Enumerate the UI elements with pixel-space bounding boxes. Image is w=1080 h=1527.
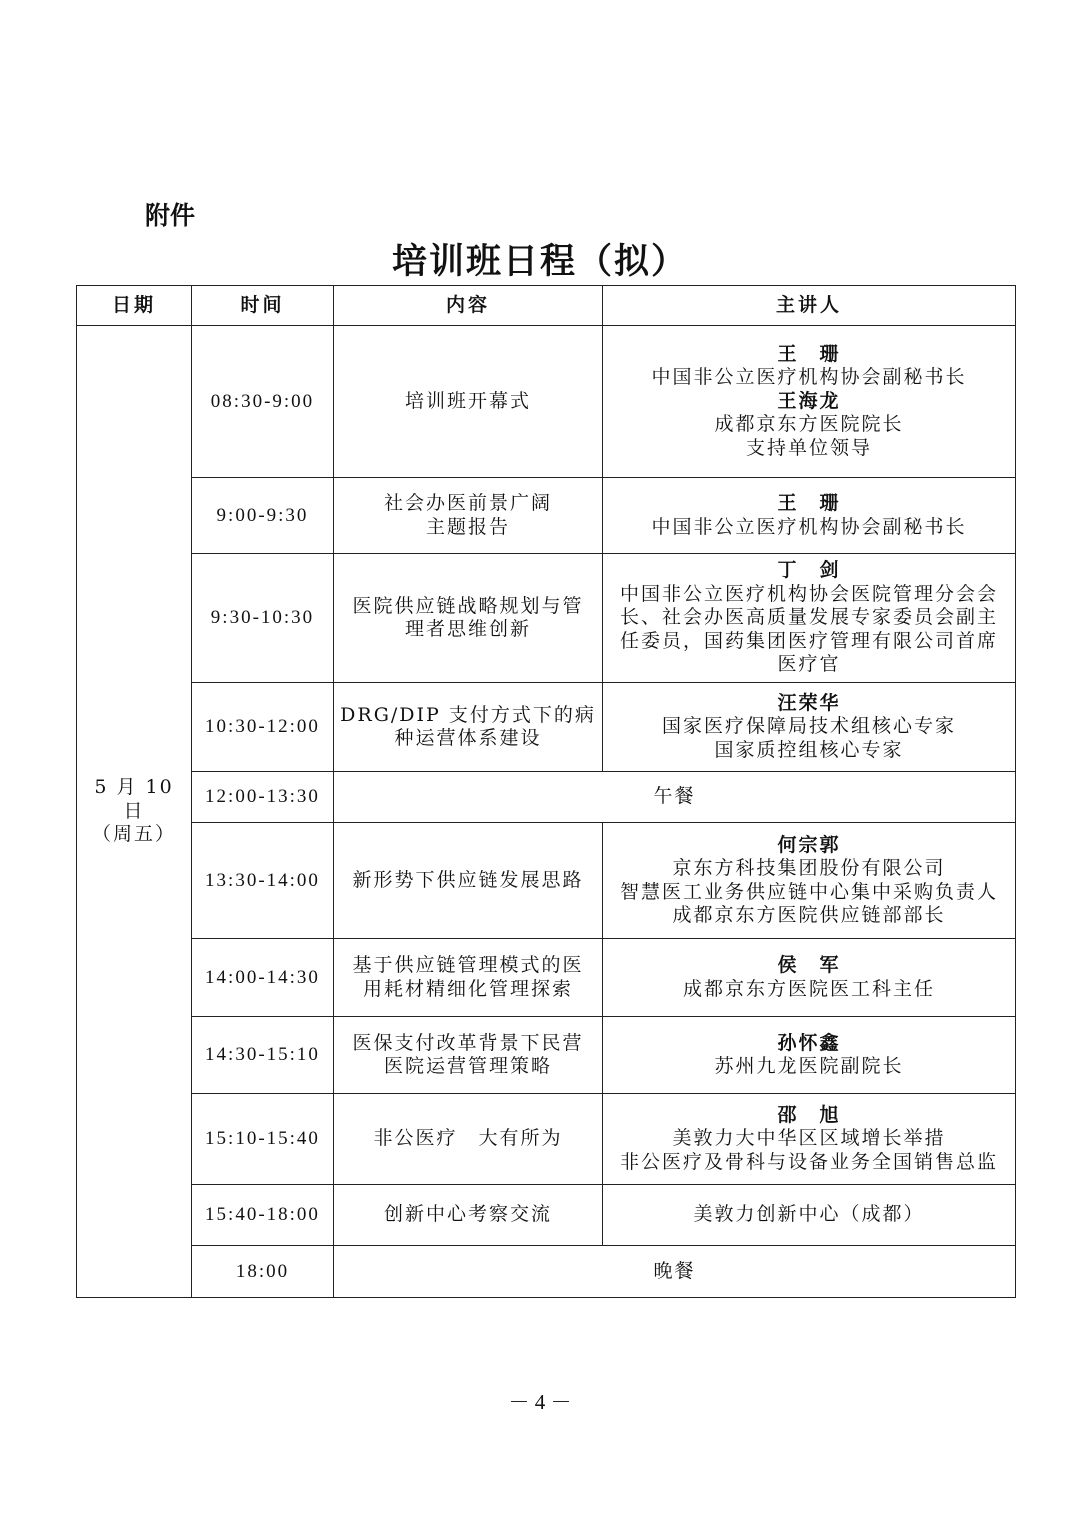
content-line: 种运营体系建设	[394, 727, 542, 749]
speaker-title: 成都京东方医院医工科主任	[682, 977, 935, 1000]
speaker-title: 中国非公立医疗机构协会副秘书长	[651, 366, 967, 389]
speaker-title: 中国非公立医疗机构协会医院管理分会会	[619, 582, 998, 605]
schedule-table	[76, 285, 1016, 1298]
time-cell: 08:30-9:00	[192, 326, 334, 478]
time-cell: 14:00-14:30	[192, 939, 334, 1017]
table-row	[77, 772, 1016, 823]
content-cell	[334, 554, 603, 683]
content-line: 培训班开幕式	[404, 389, 531, 412]
content-line: 基于供应链管理模式的医	[352, 954, 584, 976]
content-line: 创新中心考察交流	[383, 1203, 552, 1226]
speaker-cell	[603, 326, 1016, 478]
speaker-name: 邵 旭	[777, 1103, 841, 1126]
content-line: 主题报告	[425, 515, 510, 538]
content-line: 社会办医前景广阔	[383, 492, 552, 514]
speaker-title: 长、社会办医高质量发展专家委员会副主	[619, 606, 998, 629]
time-cell: 9:30-10:30	[192, 554, 334, 683]
date-cell	[77, 326, 192, 1298]
speaker-cell	[603, 1094, 1016, 1185]
header-speaker: 主讲人	[603, 286, 1016, 326]
speaker-title: 任委员，国药集团医疗管理有限公司首席	[619, 629, 998, 652]
speaker-title: 智慧医工业务供应链中心集中采购负责人	[619, 880, 998, 903]
speaker-cell	[603, 478, 1016, 554]
table-row	[77, 554, 1016, 683]
speaker-name: 孙怀鑫	[777, 1031, 841, 1054]
header-time: 时间	[192, 286, 334, 326]
content-cell	[334, 823, 603, 939]
speaker-title: 美敦力创新中心（成都）	[693, 1203, 925, 1226]
speaker-name: 汪荣华	[777, 691, 841, 714]
content-line: 新形势下供应链发展思路	[352, 868, 584, 891]
time-cell: 18:00	[192, 1246, 334, 1298]
content-line: 理者思维创新	[404, 618, 531, 640]
content-line: 医院运营管理策略	[383, 1055, 552, 1077]
content-line: 用耗材精细化管理探索	[362, 977, 573, 1000]
speaker-name: 何宗郭	[777, 833, 841, 856]
time-cell: 15:10-15:40	[192, 1094, 334, 1185]
content-cell	[334, 478, 603, 554]
speaker-title: 美敦力大中华区区域增长举措	[672, 1127, 946, 1150]
content-line: 非公医疗 大有所为	[373, 1127, 563, 1150]
speaker-title: 成都京东方医院院长	[714, 413, 904, 436]
speaker-title: 苏州九龙医院副院长	[714, 1055, 904, 1077]
time-cell: 10:30-12:00	[192, 683, 334, 772]
attachment-label: 附件	[145, 201, 196, 230]
speaker-name: 王海龙	[777, 389, 841, 412]
page-title: 培训班日程（拟）	[391, 242, 688, 282]
speaker-title: 国家质控组核心专家	[714, 738, 904, 761]
speaker-title: 支持单位领导	[745, 436, 872, 459]
table-row	[77, 683, 1016, 772]
schedule-body	[77, 326, 1016, 1298]
speaker-cell	[603, 554, 1016, 683]
speaker-title: 非公医疗及骨科与设备业务全国销售总监	[619, 1150, 998, 1173]
speaker-cell	[603, 1017, 1016, 1094]
table-row	[77, 939, 1016, 1017]
content-cell	[334, 939, 603, 1017]
time-cell: 15:40-18:00	[192, 1185, 334, 1246]
table-row	[77, 823, 1016, 939]
time-cell: 12:00-13:30	[192, 772, 334, 823]
table-row	[77, 478, 1016, 554]
speaker-cell	[603, 823, 1016, 939]
table-header-row	[77, 286, 1016, 326]
speaker-name: 丁 剑	[777, 559, 841, 582]
meal-cell: 午餐	[334, 772, 1016, 823]
time-cell: 13:30-14:00	[192, 823, 334, 939]
speaker-title: 京东方科技集团股份有限公司	[672, 857, 946, 879]
speaker-cell	[603, 939, 1016, 1017]
speaker-name: 王 珊	[777, 492, 841, 514]
content-cell	[334, 1094, 603, 1185]
speaker-title: 中国非公立医疗机构协会副秘书长	[651, 515, 967, 538]
speaker-title: 医疗官	[777, 653, 841, 676]
time-cell: 14:30-15:10	[192, 1017, 334, 1094]
date-weekday: （周五）	[91, 823, 176, 846]
table-row	[77, 326, 1016, 478]
meal-cell: 晚餐	[334, 1246, 1016, 1298]
speaker-cell	[603, 1185, 1016, 1246]
table-row	[77, 1246, 1016, 1298]
table-row	[77, 1185, 1016, 1246]
date-day: 5 月 10 日	[94, 776, 174, 822]
content-cell	[334, 1185, 603, 1246]
content-line: DRG/DIP 支付方式下的病	[340, 703, 596, 726]
speaker-name: 侯 军	[777, 954, 841, 976]
content-cell	[334, 326, 603, 478]
table-row	[77, 1094, 1016, 1185]
header-content: 内容	[334, 286, 603, 326]
page-number: － 4 －	[508, 1390, 572, 1414]
content-cell	[334, 1017, 603, 1094]
speaker-title: 成都京东方医院供应链部部长	[672, 904, 946, 926]
content-cell	[334, 683, 603, 772]
time-cell: 9:00-9:30	[192, 478, 334, 554]
table-row	[77, 1017, 1016, 1094]
header-date: 日期	[77, 286, 192, 326]
speaker-cell	[603, 683, 1016, 772]
speaker-name: 王 珊	[777, 342, 841, 365]
speaker-title: 国家医疗保障局技术组核心专家	[661, 715, 956, 738]
content-line: 医院供应链战略规划与管	[352, 594, 584, 617]
content-line: 医保支付改革背景下民营	[352, 1031, 584, 1054]
